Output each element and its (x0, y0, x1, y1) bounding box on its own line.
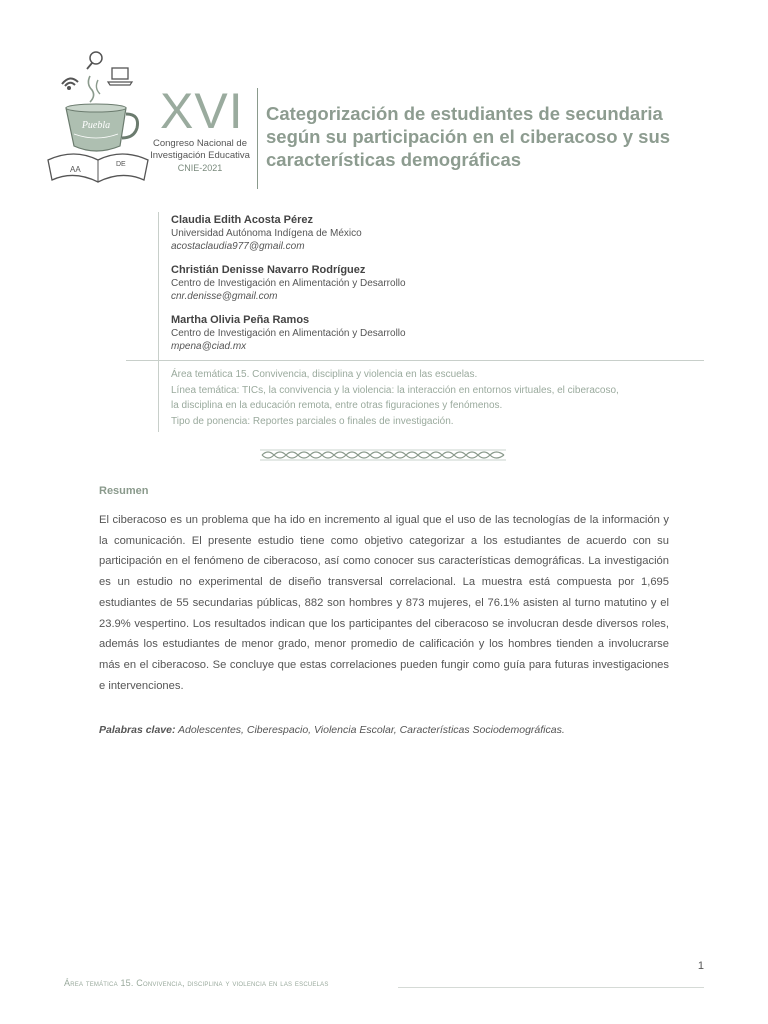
author-institution: Universidad Autónoma Indígena de México (171, 228, 362, 239)
header-divider (257, 88, 258, 189)
footer-running-title: Área temática 15. Convivencia, disciplina y violencia en las escuelas (64, 978, 329, 988)
congress-acronym: CNIE-2021 (177, 163, 223, 173)
author-1 (171, 213, 651, 253)
congress-name-line-2: Investigación Educativa (150, 150, 250, 161)
author-2 (171, 263, 651, 303)
decorative-ornament (260, 449, 506, 461)
keywords-value: Adolescentes, Ciberespacio, Violencia Escolar, Características Sociodemográficas. (178, 724, 565, 736)
author-institution: Centro de Investigación en Alimentación y Desarrollo (171, 328, 406, 339)
author-email: cnr.denisse@gmail.com (171, 291, 278, 302)
congress-name-line-1: Congreso Nacional de (152, 138, 247, 149)
author-name: Claudia Edith Acosta Pérez (171, 214, 314, 226)
author-email: mpena@ciad.mx (171, 341, 247, 352)
svg-text:Puebla: Puebla (81, 120, 111, 131)
page-number: 1 (697, 960, 704, 972)
thematic-area: Área temática 15. Convivencia, disciplina y violencia en las escuelas. (171, 369, 478, 380)
author-email: acostaclaudia977@gmail.com (171, 241, 305, 252)
congress-numeral: XVI (160, 83, 244, 139)
author-name: Martha Olivia Peña Ramos (171, 314, 310, 326)
footer-rule (398, 987, 704, 988)
authors-divider (158, 212, 159, 360)
meta-divider (158, 360, 159, 432)
paper-type: Tipo de ponencia: Reportes parciales o finales de investigación. (171, 416, 454, 427)
author-3 (171, 313, 651, 353)
keywords (99, 724, 669, 736)
keywords-label: Palabras clave: (99, 724, 176, 736)
abstract-heading: Resumen (99, 485, 149, 497)
svg-text:AA: AA (70, 165, 81, 174)
thematic-line-continued: la disciplina en la educación remota, entre otras figuraciones y fenómenos. (171, 400, 503, 411)
author-institution: Centro de Investigación en Alimentación y Desarrollo (171, 278, 406, 289)
thematic-line: Línea temática: TICs, la convivencia y la violencia: la interacción en entornos virtuales, el ciberacoso, (171, 385, 619, 396)
paper-title: Categorización de estudiantes de secundaria según su participación en el ciberacoso y sus características demográficas (266, 103, 671, 170)
svg-text:DE: DE (116, 161, 126, 168)
abstract-body: El ciberacoso es un problema que ha ido en incremento al igual que el uso de las tecnologías de la información y la comunicación. El presente estudio tiene como objetivo categorizar a los estudiantes de acuerdo con su participación en el fenómeno de ciberacoso, así como conocer sus características demográficas. La investigación es un estudio no experimental de diseño transversal correlacional. La muestra está compuesta por 1,695 estudiantes de 55 secundarias públicas, 882 son hombres y 873 mujeres, el 76.1% asisten al turno matutino y el 23.9% vespertino. Los resultados indican que los participantes del ciberacoso se involucran desde diversos roles, además los estudiantes de menor grado, menor promedio de calificación y los hombres tienden a involucrarse más en el ciberacoso. Se concluye que estas correlaciones pueden fungir como guía para futuras investigaciones e intervenciones. (99, 514, 669, 692)
author-name: Christián Denisse Navarro Rodríguez (171, 264, 366, 276)
authors-separator (126, 360, 704, 361)
congress-logo-illustration (44, 48, 149, 188)
